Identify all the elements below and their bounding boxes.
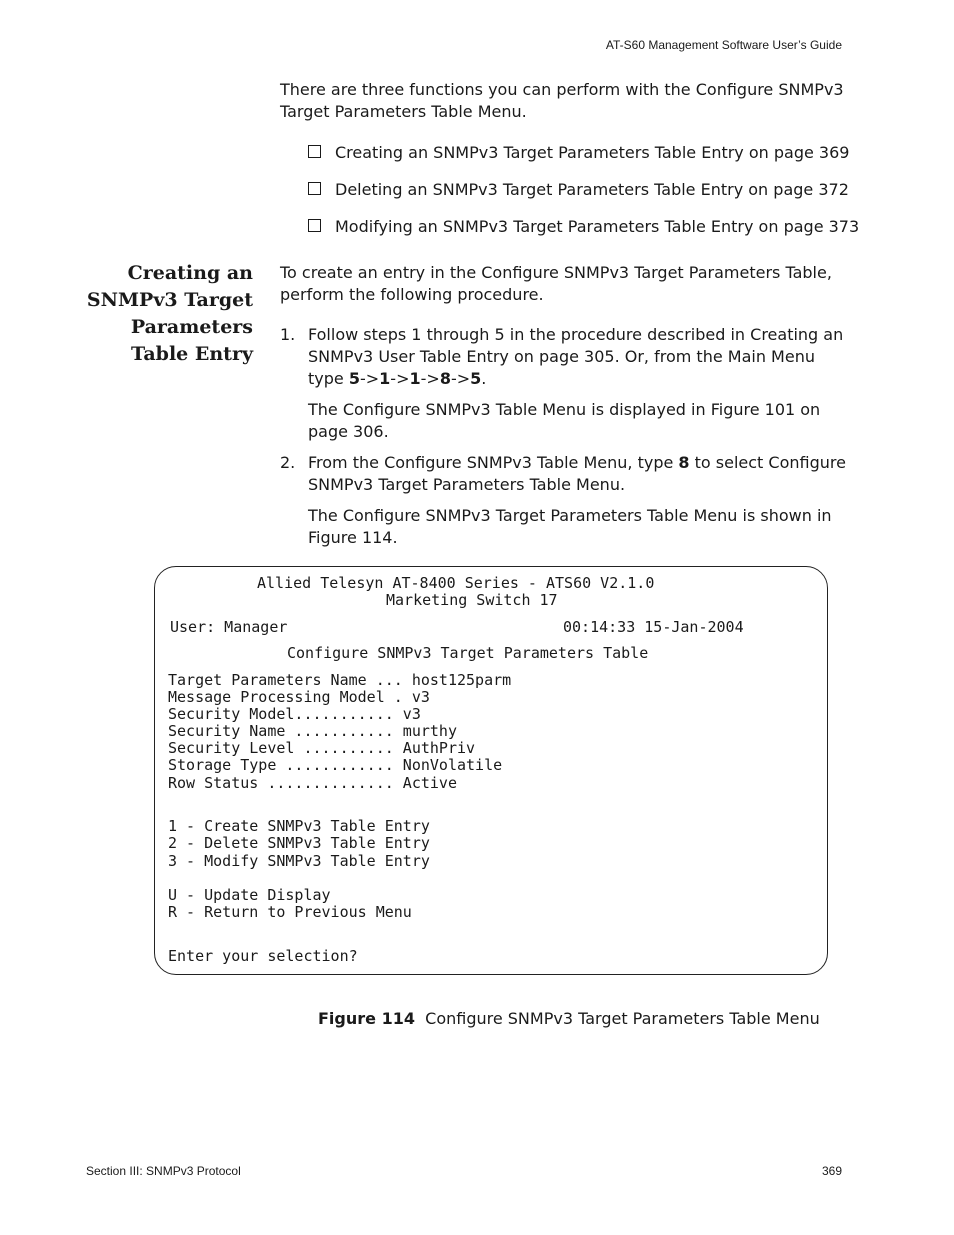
terminal-table-title: Configure SNMPv3 Target Parameters Table [287,644,649,662]
section-heading-line: Creating an [127,262,253,284]
figure-caption [318,1009,820,1028]
figure-title: Configure SNMPv3 Target Parameters Table Menu [425,1009,820,1028]
step-text: Follow steps 1 through 5 in the procedure described in Creating an SNMPv3 User Table Entry on page 305. Or, from the Main Menu type 5->1->1->8->5. [308,325,844,388]
section-heading [60,260,253,368]
terminal-field: Security Name ........... murthy [168,722,457,740]
section-heading-line: SNMPv3 Target [86,289,253,311]
terminal-option: U - Update Display [168,886,331,904]
step-text-tail: to select Configure SNMPv3 Target Parameters Table Menu. [308,453,846,494]
page-number: 369 [822,1164,843,1178]
step-note: The Configure SNMPv3 Table Menu is displayed in Figure 101 on page 306. [308,400,821,441]
step-text-lead: From the Configure SNMPv3 Table Menu, type [308,453,679,472]
terminal-banner: Allied Telesyn AT-8400 Series - ATS60 V2.1.0 [257,574,655,592]
terminal-field: Storage Type ............ NonVolatile [168,756,503,774]
step-text-lead: Follow steps 1 through 5 in the procedure described in Creating an SNMPv3 User Table Entry on page 305. Or, from the Main Menu type [308,325,844,388]
step-number: 2. [280,453,296,472]
step-text [308,452,848,496]
section-heading-line: Table Entry [131,343,253,365]
terminal-field: Security Level .......... AuthPriv [168,739,476,757]
checkbox-bullet-icon [308,182,321,195]
terminal-menu-item: 1 - Create SNMPv3 Table Entry [168,817,430,835]
section-heading-line: Parameters [130,316,253,338]
terminal-prompt: Enter your selection? [168,947,358,965]
bullet-text: Deleting an SNMPv3 Target Parameters Table Entry on page 372 [335,180,849,199]
bullet-item [308,216,868,238]
key-sep: -> [390,369,410,388]
figure-label: Figure 114 [318,1009,415,1028]
bullet-item [308,142,868,164]
key: 8 [439,369,451,388]
key: 1 [379,369,391,388]
bullet-text: Modifying an SNMPv3 Target Parameters Table Entry on page 373 [335,217,860,236]
key: 8 [678,453,690,472]
terminal-menu-item: 2 - Delete SNMPv3 Table Entry [168,834,430,852]
terminal-switch-name: Marketing Switch 17 [386,591,558,609]
key: 5 [348,369,360,388]
bullet-text: Creating an SNMPv3 Target Parameters Table Entry on page 369 [335,143,850,162]
terminal-figure [154,566,828,975]
section-intro: To create an entry in the Configure SNMPv3 Target Parameters Table, perform the following procedure. [280,263,832,304]
terminal-field: Message Processing Model . v3 [168,688,430,706]
intro-paragraph: There are three functions you can perform with the Configure SNMPv3 Target Parameters Table Menu. [280,80,844,121]
terminal-user: User: Manager [170,618,288,636]
terminal-field: Row Status .............. Active [168,774,457,792]
checkbox-bullet-icon [308,219,321,232]
terminal-field: Target Parameters Name ... host125parm [168,671,512,689]
terminal-menu-item: 3 - Modify SNMPv3 Table Entry [168,852,430,870]
key-sep: -> [359,369,380,388]
checkbox-bullet-icon [308,145,321,158]
key-sep: -> [420,369,440,388]
key-sep: -> [450,369,471,388]
terminal-field: Security Model........... v3 [168,705,421,723]
step-number: 1. [280,325,296,344]
terminal-option: R - Return to Previous Menu [168,903,412,921]
step-note: The Configure SNMPv3 Target Parameters Table Menu is shown in Figure 114. [308,506,832,547]
terminal-datetime: 00:14:33 15-Jan-2004 [563,618,744,636]
footer-section: Section III: SNMPv3 Protocol [86,1164,241,1178]
running-header: AT-S60 Management Software User’s Guide [605,38,842,52]
key: 1 [409,369,421,388]
key: 5 [470,369,482,388]
bullet-item [308,179,868,201]
